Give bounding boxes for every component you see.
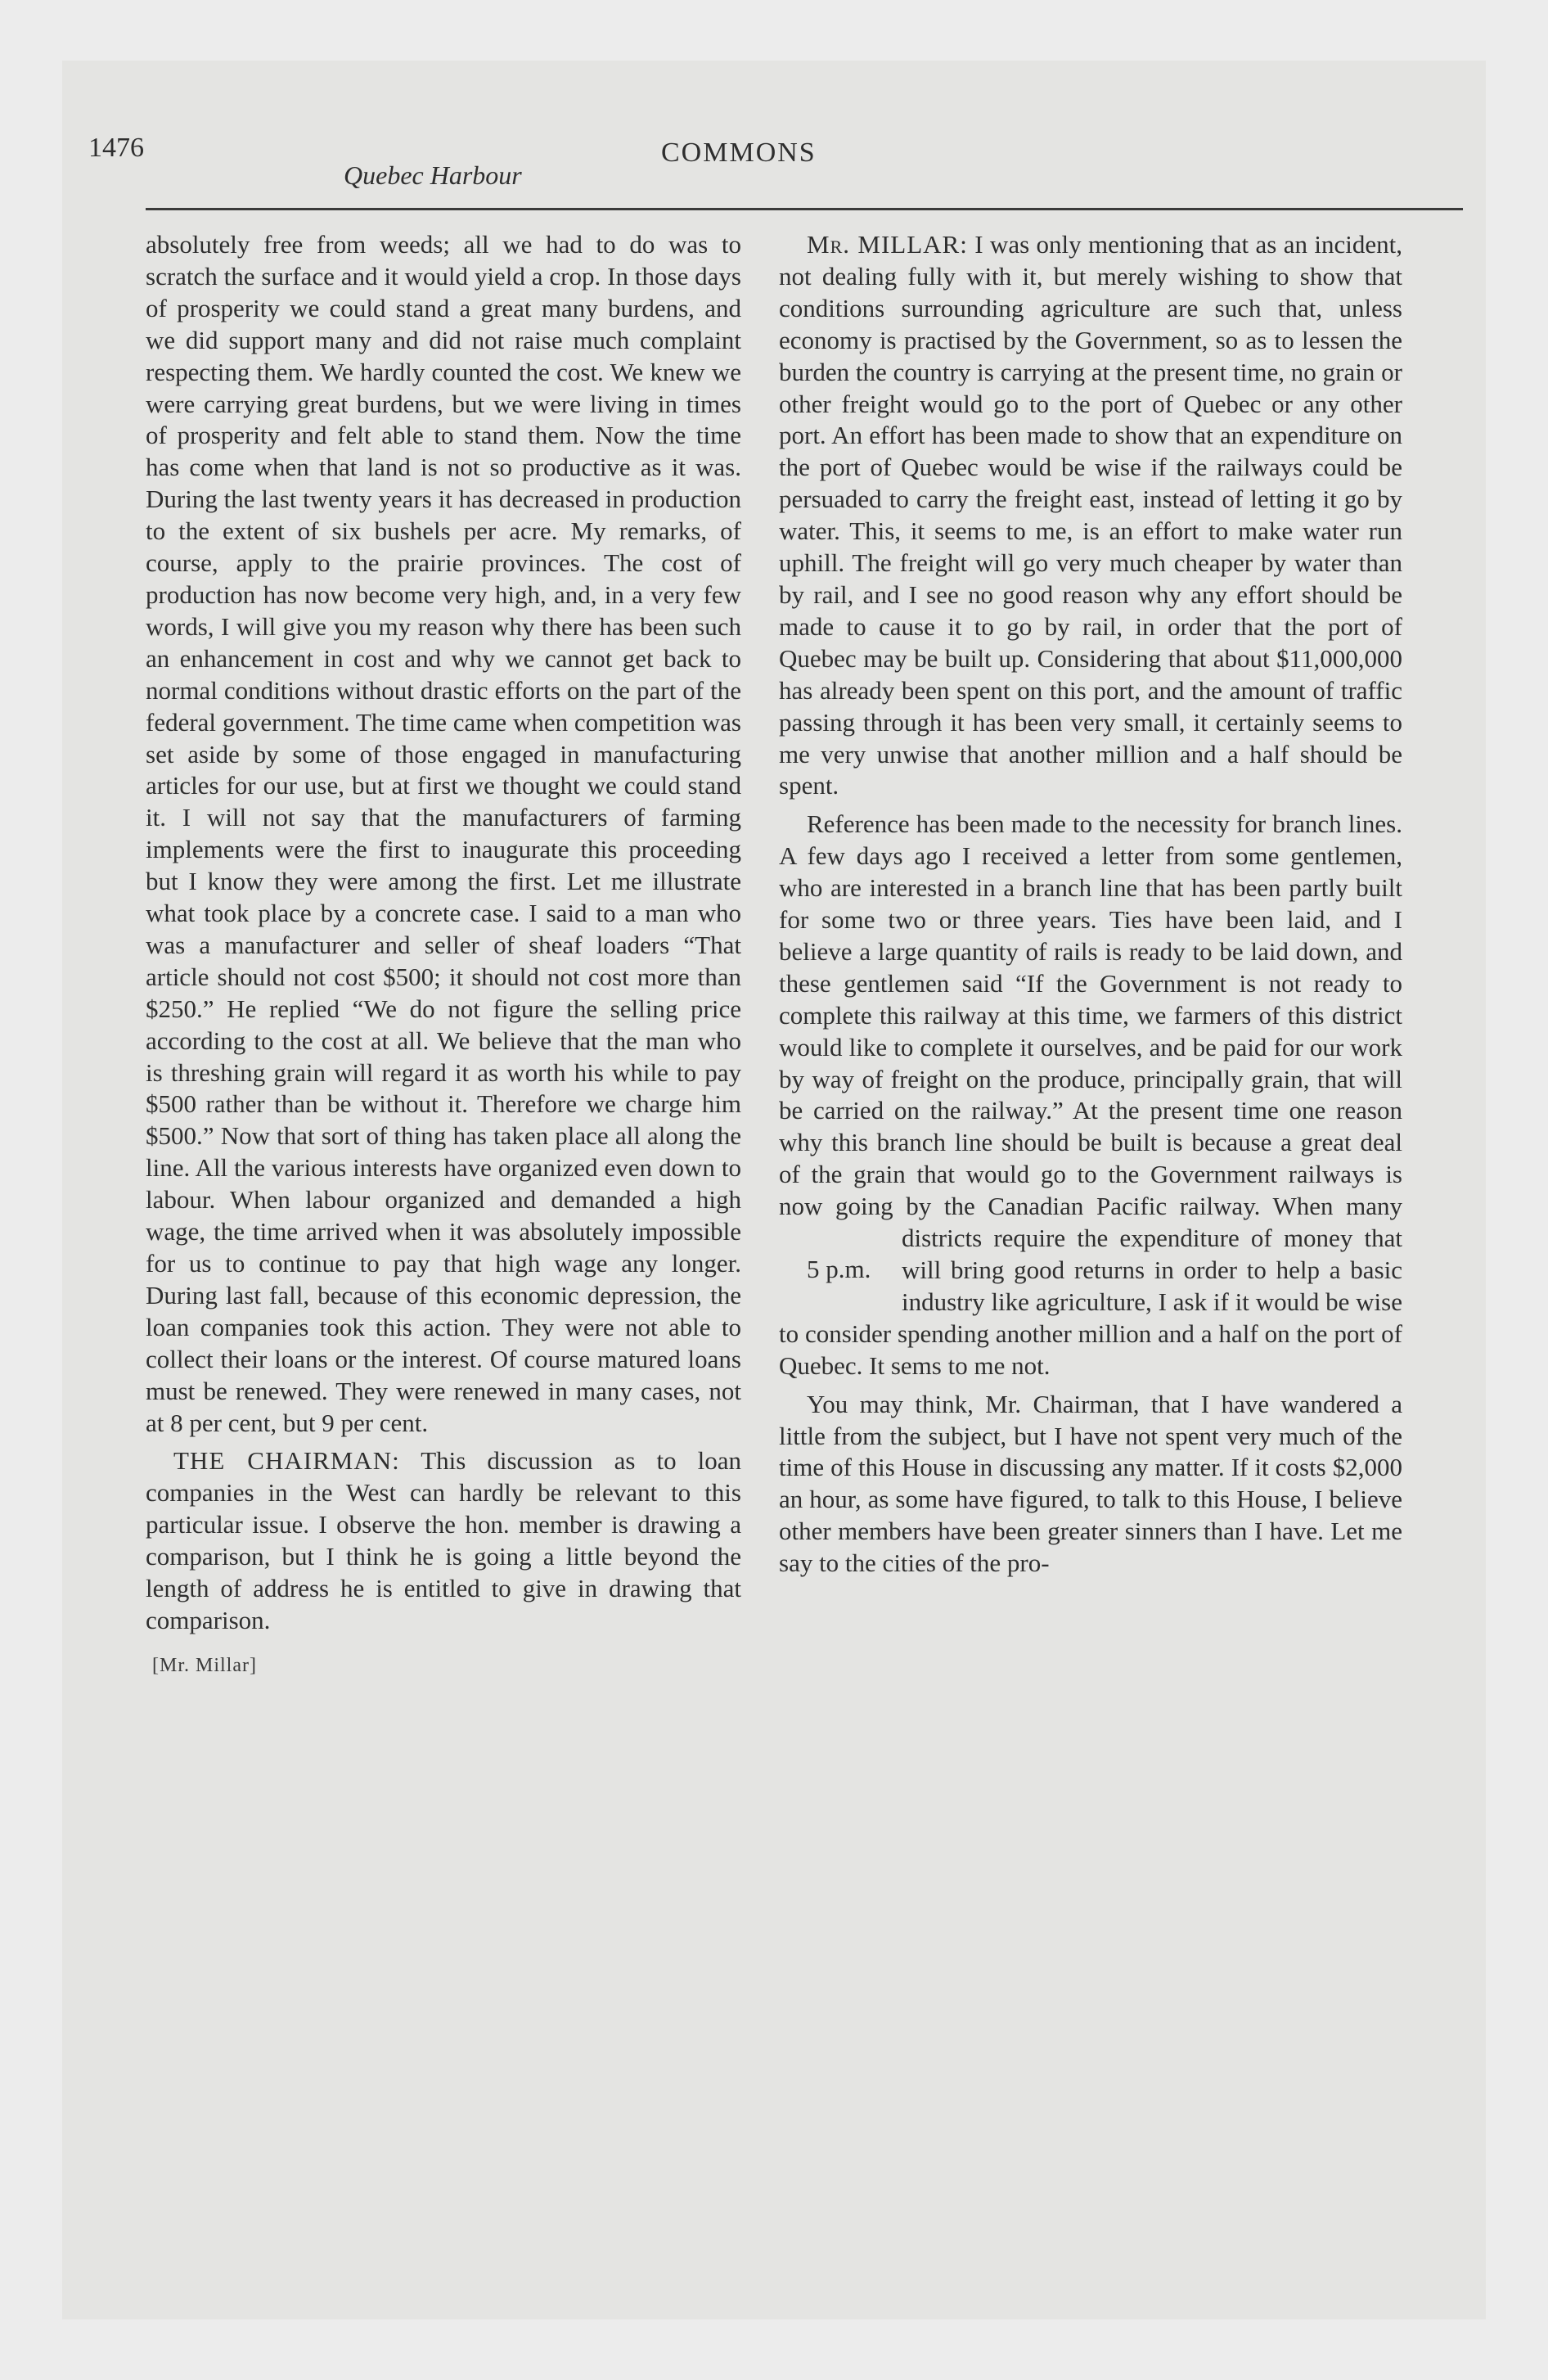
page-number: 1476	[88, 133, 144, 163]
paragraph-text: the expenditure of money that will bring good returns in order to help a basic industry like agriculture, I ask if it would be wise to consider spending another million and a half on the port of Quebec. It sems to me not.	[779, 1224, 1402, 1380]
paragraph-branch-lines	[779, 809, 1402, 1382]
paragraph-conclusion: You may think, Mr. Chairman, that I have wandered a little from the subject, but I have not spent very much of the time of this House in discussing any matter. If it costs $2,000 an hour, as some have figured, to talk to this House, I believe other members have been greater sinners than I have. Let me say to the cities of the pro-	[779, 1389, 1402, 1578]
running-head-topic: Quebec Harbour	[344, 160, 522, 190]
running-head-house: COMMONS	[661, 137, 817, 168]
right-column	[779, 229, 1402, 1586]
paragraph-text: I was only mentioning that as an incident, not dealing fully with it, but merely wishing to show that conditions surrounding agriculture are such that, unless economy is practised by the Government, so as to lessen the burden the country is carrying at the present time, no grain or other freight would go to the port of Quebec or any other port. An effort has been made to show that an expenditure on the port of Quebec would be wise if the railways could be persuaded to carry the freight east, instead of letting it go by water. This, it seems to me, is an effort to make water run uphill. The freight will go very much cheaper by water than by rail, and I see no good reason why any effort should be made to cause it to go by rail, in order that the port of Quebec may be built up. Considering that about $11,000,000 has already been spent on this port, and the amount of traffic passing through it has been very small, it certainly seems to me very unwise that another million and a half should be spent.	[779, 230, 1402, 800]
paragraph-continued-speech: absolutely free from weeds; all we had to do was to scratch the surface and it would yield a crop. In those days of prosperity we could stand a great many burdens, and we did support many and did not raise much complaint respecting them. We hardly counted the cost. We knew we were carrying great burdens, but we were living in times of prosperity and felt able to stand them. Now the time has come when that land is not so productive as it was. During the last twenty years it has decreased in production to the extent of six bushels per acre. My remarks, of course, apply to the prairie provinces. The cost of production has now become very high, and, in a very few words, I will give you my reason why there has been such an enhancement in cost and why we cannot get back to normal conditions without drastic efforts on the part of the federal government. The time came when competition was set aside by some of those engaged in manufacturing articles for our use, but at first we thought we could stand it. I will not say that the manufacturers of farming implements were the first to inaugurate this proceeding but I know they were among the first. Let me illustrate what took place by a concrete case. I said to a man who was a manufacturer and seller of sheaf loaders “That article should not cost $500; it should not cost more than $250.” He replied “We do not figure the selling price according to the cost at all. We believe that the man who is threshing grain will regard it as worth his while to pay $500 rather than be without it. Therefore we charge him $500.” Now that sort of thing has taken place all along the line. All the various interests have organized even down to labour. When labour organized and demanded a high wage, the time arrived when it was absolutely impossible for us to continue to pay that high wage any longer. During last fall, because of this economic depression, the loan companies took this action. They were not able to collect their loans or the interest. Of course matured loans must be renewed. They were renewed in many cases, not at 8 per cent, but 9 per cent.	[146, 230, 741, 1437]
paragraph-text: Reference has been made to the necessity for branch lines. A few days ago I received a letter from some gentlemen, who are interested in a branch line that has been partly built for some two or three years. Ties have been laid, and I believe a large quantity of rails is ready to be laid down, and these gentlemen said “If the Government is not ready to complete this railway at this time, we farmers of this district would like to complete it ourselves, and be paid for our work by way of freight on the produce, principally grain, that will be carried on the railway.” At the present time one reason why this branch line should be built is because a great deal of the grain that would go to the Government railways is now going by the Canadian Pacific railway. When many districts require	[779, 809, 1402, 1253]
speaker-attribution: [Mr. Millar]	[152, 1654, 257, 1676]
paragraph-text: This discussion as to loan companies in the West can hardly be relevant to this particular issue. I observe the hon. member is drawing a comparison, but I think he is going a little beyond the length of address he is entitled to give in drawing that comparison.	[146, 1446, 741, 1634]
paragraph-millar-reply	[779, 229, 1402, 802]
time-margin-note: 5 p.m.	[807, 1255, 871, 1284]
left-column	[146, 229, 741, 1682]
speaker-name: Mr. MILLAR:	[807, 230, 968, 259]
header-rule	[146, 208, 1463, 210]
speaker-name: THE CHAIRMAN:	[173, 1446, 400, 1476]
paragraph-chairman	[146, 1445, 741, 1636]
